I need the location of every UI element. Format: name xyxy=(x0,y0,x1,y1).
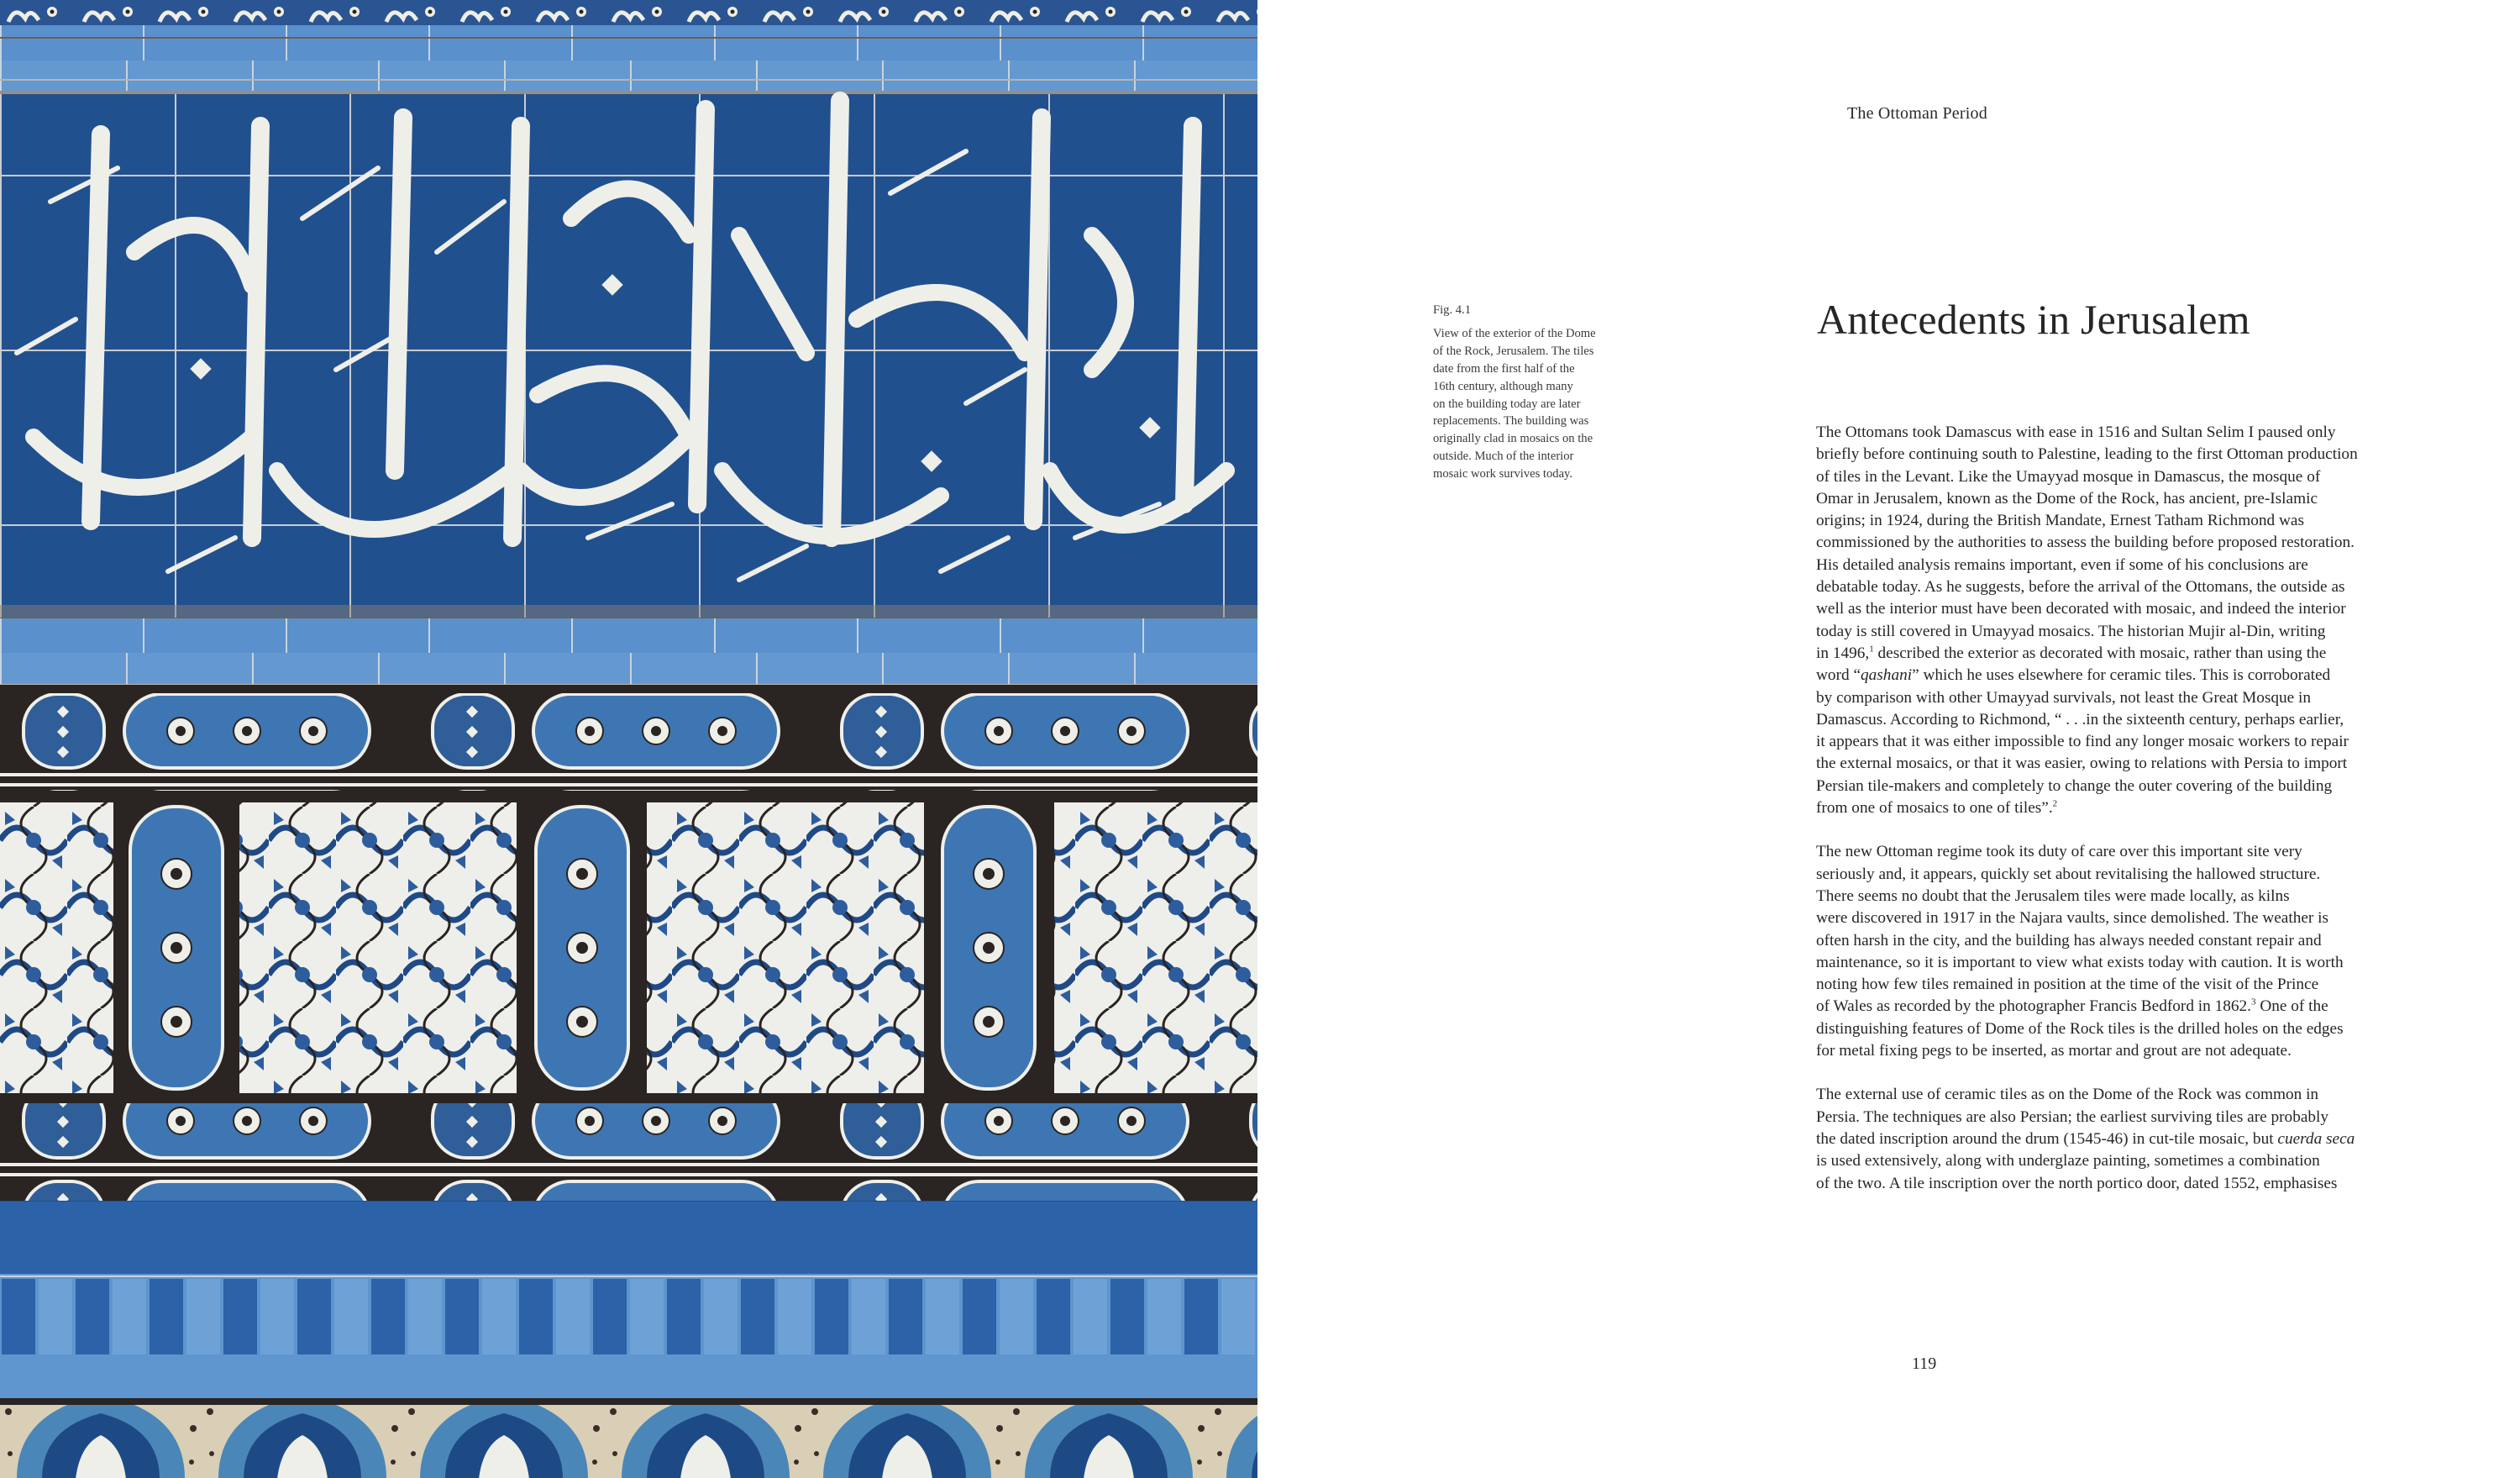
text-line: of Wales as recorded by the photographer Francis Bedford in 1862.$^3$ One of the xyxy=(1816,997,2328,1016)
body-text xyxy=(1816,422,2429,1217)
caption-line: replacements. The building was xyxy=(1433,414,1589,429)
paragraph xyxy=(1816,1084,2429,1194)
page-number: 119 xyxy=(1912,1354,1937,1373)
text-line: debatable today. As he suggests, before the arrival of the Ottomans, the outside as xyxy=(1816,578,2345,597)
text-line: The external use of ceramic tiles as on the Dome of the Rock was common in xyxy=(1816,1086,2319,1104)
text-line: were discovered in 1917 in the Najara vaults, since demolished. The weather is xyxy=(1816,909,2329,928)
text-line: from one of mosaics to one of tiles”.$^2$ xyxy=(1816,798,2058,818)
text-line: word “qashani” which he uses elsewhere for ceramic tiles. This is corroborated xyxy=(1816,666,2331,685)
text-line: maintenance, so it is important to view what exists today with caution. It is worth xyxy=(1816,953,2344,971)
running-head: The Ottoman Period xyxy=(1847,104,1987,123)
text-line: Persian tile-makers and completely to change the outer covering of the building xyxy=(1816,776,2333,795)
text-line: There seems no doubt that the Jerusalem tiles were made locally, as kilns xyxy=(1816,886,2290,905)
text-line: it appears that it was either impossible to find any longer mosaic workers to repair xyxy=(1816,733,2349,751)
text-line: commissioned by the authorities to assess the building before proposed restoration. xyxy=(1816,534,2355,552)
text-line: distinguishing features of Dome of the Rock tiles is the drilled holes on the edges xyxy=(1816,1019,2344,1038)
text-line: briefly before continuing south to Palestine, leading to the first Ottoman production xyxy=(1816,445,2358,464)
caption-line: 16th century, although many xyxy=(1433,379,1573,393)
caption-line: mosaic work survives today. xyxy=(1433,467,1573,481)
text-line: today is still covered in Umayyad mosaics. The historian Mujir al-Din, writing xyxy=(1816,622,2326,640)
caption-line: of the Rock, Jerusalem. The tiles xyxy=(1433,344,1594,358)
text-line: noting how few tiles remained in position at the time of the visit of the Prince xyxy=(1816,976,2319,994)
section-heading: Antecedents in Jerusalem xyxy=(1817,296,2250,343)
text-line: of the two. A tile inscription over the north portico door, dated 1552, emphasises xyxy=(1816,1174,2338,1192)
caption-line: originally clad in mosaics on the xyxy=(1433,432,1593,446)
caption-line: on the building today are later xyxy=(1433,397,1581,411)
italic-term: qashani xyxy=(1861,666,1913,685)
footnote-ref[interactable]: 1 xyxy=(1869,644,1874,655)
caption-text xyxy=(1433,325,1643,483)
footnote-ref[interactable]: 2 xyxy=(2052,798,2058,809)
italic-term: cuerda seca xyxy=(2277,1129,2355,1148)
caption-line: outside. Much of the interior xyxy=(1433,450,1574,464)
text-line: in 1496,$^1$ described the exterior as decorated with mosaic, rather than using the xyxy=(1816,644,2327,662)
text-line: Omar in Jerusalem, known as the Dome of the Rock, has ancient, pre-Islamic xyxy=(1816,489,2318,508)
paragraph xyxy=(1816,422,2429,819)
text-line: of tiles in the Levant. Like the Umayyad mosque in Damascus, the mosque of xyxy=(1816,467,2321,486)
text-line: The new Ottoman regime took its duty of care over this important site very xyxy=(1816,843,2302,861)
text-line: His detailed analysis remains important, even if some of his conclusions are xyxy=(1816,555,2308,574)
text-line: the external mosaics, or that it was easier, owing to relations with Persia to import xyxy=(1816,755,2348,773)
tilework-photograph xyxy=(0,0,1257,1478)
text-line: origins; in 1924, during the British Mandate, Ernest Tatham Richmond was xyxy=(1816,512,2304,530)
paragraph xyxy=(1816,841,2429,1062)
text-line: often harsh in the city, and the building has always needed constant repair and xyxy=(1816,931,2322,949)
text-line: the dated inscription around the drum (1545-46) in cut-tile mosaic, but cuerda seca xyxy=(1816,1129,2355,1148)
footnote-ref[interactable]: 3 xyxy=(2251,997,2256,1007)
tilework-illustration xyxy=(0,0,1257,1478)
text-line: well as the interior must have been decorated with mosaic, and indeed the interior xyxy=(1816,600,2346,618)
text-line: Damascus. According to Richmond, “ . . .in the sixteenth century, perhaps earlier, xyxy=(1816,710,2344,728)
caption-line: View of the exterior of the Dome xyxy=(1433,326,1596,340)
text-line: by comparison with other Umayyad survivals, not least the Great Mosque in xyxy=(1816,688,2312,707)
text-line: is used extensively, along with underglaze painting, sometimes a combination xyxy=(1816,1152,2320,1170)
text-line: Persia. The techniques are also Persian; the earliest surviving tiles are probably xyxy=(1816,1107,2329,1126)
caption-line: date from the first half of the xyxy=(1433,361,1575,376)
figure-caption xyxy=(1433,302,1643,483)
figure-label: Fig. 4.1 xyxy=(1433,303,1472,317)
text-line: seriously and, it appears, quickly set about revitalising the hallowed structure. xyxy=(1816,865,2321,883)
text-line: for metal fixing pegs to be inserted, as mortar and grout are not adequate. xyxy=(1816,1042,2292,1060)
text-line: The Ottomans took Damascus with ease in 1516 and Sultan Selim I paused only xyxy=(1816,423,2336,441)
